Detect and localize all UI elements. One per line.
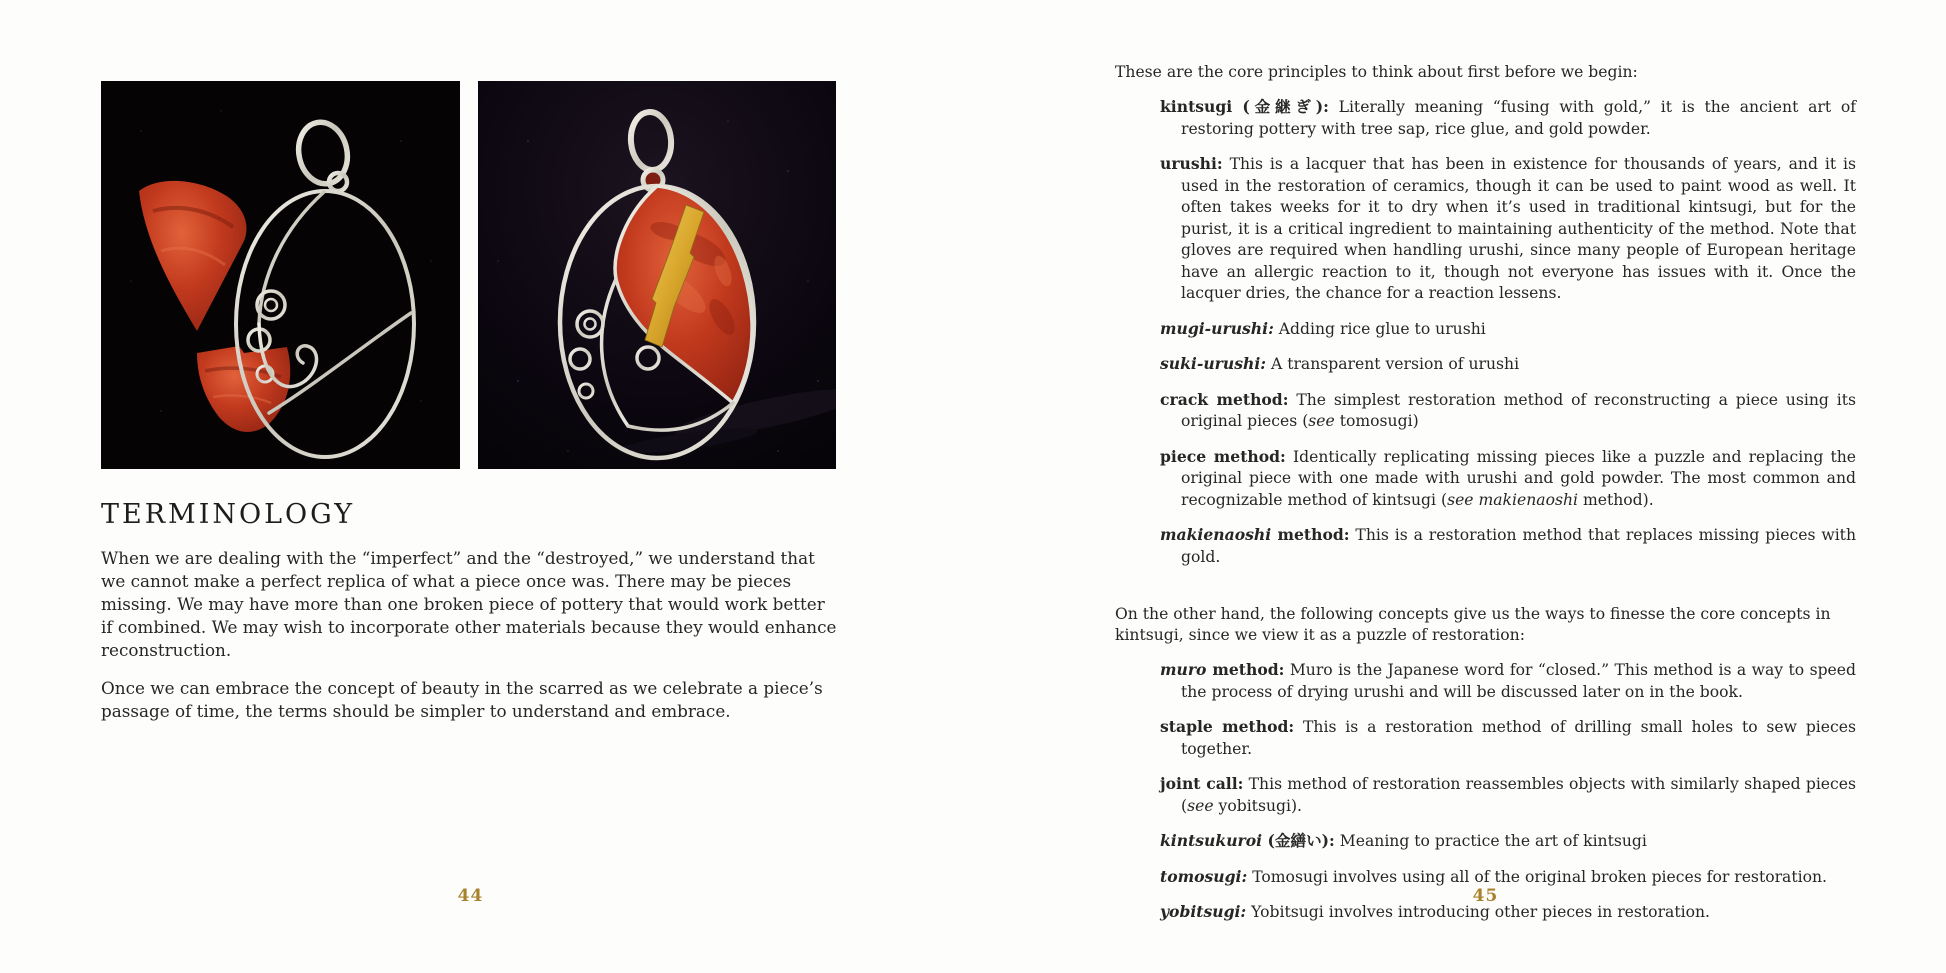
term-entry bbox=[1115, 866, 1856, 889]
term-label: method: bbox=[1271, 525, 1350, 544]
finesse-concepts-intro: On the other hand, the following concepts give us the ways to finesse the core concepts in kintsugi, since we view it as a puzzle of restoration: bbox=[1115, 605, 1831, 644]
term-definition: Yobitsugi involves introducing other pieces in restoration. bbox=[1251, 903, 1710, 921]
term-definition: tomosugi) bbox=[1334, 412, 1419, 430]
term-definition: method). bbox=[1578, 490, 1654, 509]
page-number-left: 44 bbox=[457, 886, 484, 906]
term-label: kintsugi (金継ぎ): bbox=[1160, 97, 1329, 116]
photo-restored-pendant bbox=[478, 81, 836, 469]
term-label: staple method: bbox=[1160, 717, 1295, 736]
term-entry bbox=[1115, 389, 1856, 433]
term-definition: see makienaoshi bbox=[1447, 490, 1578, 509]
term-label: method: bbox=[1206, 660, 1285, 679]
term-definition: This is a restoration method of drilling small holes to sew pieces together. bbox=[1181, 718, 1856, 758]
term-definition: Literally meaning “fusing with gold,” it is the ancient art of restoring pottery with tree sap, rice glue, and gold powder. bbox=[1181, 98, 1856, 138]
term-definition: see bbox=[1308, 412, 1335, 430]
core-principles-intro: These are the core principles to think about first before we begin: bbox=[1115, 63, 1638, 81]
term-definition: yobitsugi). bbox=[1213, 796, 1303, 815]
term-entry bbox=[1115, 446, 1856, 512]
term-entry bbox=[1115, 773, 1856, 817]
photo-broken-pendant-pieces bbox=[101, 81, 460, 469]
term-label: (金繕い): bbox=[1262, 831, 1335, 850]
term-entry bbox=[1115, 716, 1856, 760]
term-label: makienaoshi bbox=[1160, 525, 1272, 544]
figures-row bbox=[101, 81, 840, 469]
term-entry bbox=[1115, 318, 1856, 341]
term-definition: Muro is the Japanese word for “closed.” This method is a way to speed the process of drying urushi and will be discussed later on in the book. bbox=[1181, 661, 1856, 701]
term-entry bbox=[1115, 524, 1856, 568]
page-left bbox=[101, 0, 840, 973]
body-paragraph-2: Once we can embrace the concept of beauty in the scarred as we celebrate a piece’s passage of time, the terms should be simpler to understand and embrace. bbox=[101, 678, 823, 721]
term-definition: This method of restoration reassembles objects with similarly shaped pieces ( bbox=[1181, 775, 1856, 815]
term-definition: A transparent version of urushi bbox=[1270, 355, 1520, 373]
term-label: crack method: bbox=[1160, 389, 1289, 409]
term-definition: see bbox=[1187, 796, 1214, 815]
page-number-right: 45 bbox=[1472, 886, 1499, 906]
term-label: joint call: bbox=[1160, 774, 1244, 793]
term-entry bbox=[1115, 153, 1856, 305]
term-entry bbox=[1115, 353, 1856, 376]
term-label: piece method: bbox=[1160, 446, 1286, 466]
term-label: muro bbox=[1160, 660, 1207, 679]
term-label: tomosugi: bbox=[1160, 866, 1248, 886]
term-entry bbox=[1115, 659, 1856, 703]
term-definition: Adding rice glue to urushi bbox=[1278, 319, 1486, 338]
term-label: mugi-urushi: bbox=[1160, 318, 1274, 338]
term-definition: Identically replicating missing pieces like a puzzle and replacing the original piece with one made with urushi and gold powder. The most common and recognizable method of kintsugi ( bbox=[1181, 447, 1856, 509]
body-paragraph-1: When we are dealing with the “imperfect” and the “destroyed,” we understand that we cannot make a perfect replica of what a piece once was. There may be pieces missing. We may have more than one broken piece of pottery that would work better if combined. We may wish to incorporate other materials because they would enhance reconstruction. bbox=[101, 548, 837, 660]
term-definition: The simplest restoration method of reconstructing a piece using its original pieces ( bbox=[1181, 390, 1856, 430]
term-entry bbox=[1115, 830, 1856, 853]
term-definition: This is a lacquer that has been in existence for thousands of years, and it is used in the restoration of ceramics, though it can be used to paint wood as well. It often takes weeks for it to dry when it’s used in traditional kintsugi, but for the purist, it is a critical ingredient to maintaining authenticity of the method. Note that gloves are required when handling urushi, since many people of European heritage have an allergic reaction to it, though not everyone has issues with it. Once the lacquer dries, the chance for a reaction lessens. bbox=[1181, 155, 1856, 302]
page-right bbox=[1115, 0, 1856, 973]
term-definition: Meaning to practice the art of kintsugi bbox=[1339, 832, 1647, 850]
finesse-terms-list bbox=[1115, 659, 1856, 924]
term-label: suki-urushi: bbox=[1160, 354, 1267, 373]
term-label: urushi: bbox=[1160, 154, 1223, 173]
term-definition: Tomosugi involves using all of the original broken pieces for restoration. bbox=[1252, 867, 1827, 886]
term-label: kintsukuroi bbox=[1160, 831, 1263, 850]
term-definition: This is a restoration method that replaces missing pieces with gold. bbox=[1181, 526, 1856, 566]
term-label: yobitsugi: bbox=[1160, 902, 1247, 921]
term-entry bbox=[1115, 96, 1856, 140]
core-terms-list bbox=[1115, 96, 1856, 568]
section-heading: TERMINOLOGY bbox=[101, 499, 356, 530]
